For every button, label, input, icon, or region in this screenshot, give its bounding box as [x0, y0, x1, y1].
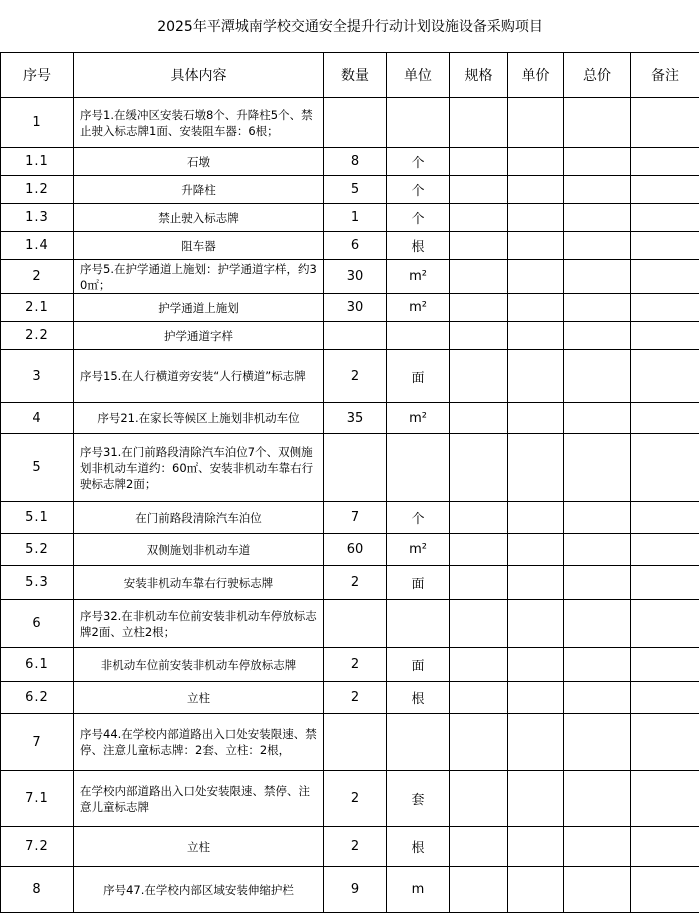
- cell-total: [564, 867, 631, 913]
- cell-seq: 1.1: [1, 148, 74, 176]
- cell-spec: [450, 98, 508, 148]
- table-row: [1, 827, 699, 867]
- cell-note: [631, 260, 699, 294]
- cell-total: [564, 682, 631, 714]
- cell-spec: [450, 294, 508, 322]
- cell-spec: [450, 867, 508, 913]
- cell-unit-price: [508, 648, 564, 682]
- cell-unit: [387, 714, 450, 771]
- cell-spec: [450, 771, 508, 827]
- table-row: [1, 176, 699, 204]
- cell-spec: [450, 648, 508, 682]
- cell-unit: 个: [387, 148, 450, 176]
- header-note: 备注: [631, 53, 699, 98]
- cell-content: 双侧施划非机动车道: [74, 534, 324, 566]
- cell-total: [564, 260, 631, 294]
- cell-total: [564, 434, 631, 502]
- table-row: [1, 502, 699, 534]
- cell-content: 护学通道字样: [74, 322, 324, 350]
- cell-note: [631, 148, 699, 176]
- cell-seq: 1.2: [1, 176, 74, 204]
- cell-qty: 30: [324, 294, 387, 322]
- cell-seq: 8: [1, 867, 74, 913]
- cell-content: 序号31.在门前路段清除汽车泊位7个、双侧施划非机动车道约：60㎡、安装非机动车靠右行驶标志牌2面；: [74, 434, 324, 502]
- cell-note: [631, 827, 699, 867]
- cell-seq: 6: [1, 600, 74, 648]
- cell-unit: 套: [387, 771, 450, 827]
- cell-spec: [450, 434, 508, 502]
- cell-content: 立柱: [74, 682, 324, 714]
- table-row: [1, 294, 699, 322]
- table-row: [1, 867, 699, 913]
- cell-unit: 根: [387, 827, 450, 867]
- cell-note: [631, 502, 699, 534]
- title-row: [1, 0, 699, 53]
- cell-seq: 5.2: [1, 534, 74, 566]
- cell-unit-price: [508, 350, 564, 403]
- cell-content: 在学校内部道路出入口处安装限速、禁停、注意儿童标志牌: [74, 771, 324, 827]
- cell-qty: 2: [324, 566, 387, 600]
- cell-seq: 6.1: [1, 648, 74, 682]
- cell-qty: 5: [324, 176, 387, 204]
- cell-content: 非机动车位前安装非机动车停放标志牌: [74, 648, 324, 682]
- cell-spec: [450, 260, 508, 294]
- cell-qty: 6: [324, 232, 387, 260]
- cell-unit: [387, 322, 450, 350]
- cell-total: [564, 204, 631, 232]
- header-seq: 序号: [1, 53, 74, 98]
- cell-unit-price: [508, 294, 564, 322]
- cell-unit: [387, 434, 450, 502]
- cell-total: [564, 294, 631, 322]
- cell-unit: m: [387, 867, 450, 913]
- cell-total: [564, 322, 631, 350]
- cell-content: 序号21.在家长等候区上施划非机动车位: [74, 403, 324, 434]
- cell-unit: m²: [387, 260, 450, 294]
- cell-unit-price: [508, 176, 564, 204]
- cell-seq: 1.4: [1, 232, 74, 260]
- cell-seq: 4: [1, 403, 74, 434]
- cell-total: [564, 566, 631, 600]
- cell-total: [564, 403, 631, 434]
- table-row: [1, 98, 699, 148]
- cell-spec: [450, 682, 508, 714]
- cell-seq: 5.3: [1, 566, 74, 600]
- header-spec: 规格: [450, 53, 508, 98]
- cell-content: 阻车器: [74, 232, 324, 260]
- cell-content: 升降柱: [74, 176, 324, 204]
- table-row: [1, 534, 699, 566]
- header-row: [1, 53, 699, 98]
- table-body: [1, 98, 699, 913]
- cell-unit: 个: [387, 502, 450, 534]
- table-row: [1, 148, 699, 176]
- cell-qty: [324, 322, 387, 350]
- cell-total: [564, 771, 631, 827]
- cell-spec: [450, 566, 508, 600]
- cell-unit-price: [508, 682, 564, 714]
- cell-note: [631, 771, 699, 827]
- table-row: [1, 403, 699, 434]
- cell-unit-price: [508, 600, 564, 648]
- cell-note: [631, 600, 699, 648]
- cell-unit-price: [508, 232, 564, 260]
- cell-spec: [450, 502, 508, 534]
- cell-unit: 面: [387, 566, 450, 600]
- cell-qty: [324, 714, 387, 771]
- cell-note: [631, 534, 699, 566]
- cell-unit-price: [508, 260, 564, 294]
- cell-note: [631, 322, 699, 350]
- cell-spec: [450, 534, 508, 566]
- cell-qty: 2: [324, 771, 387, 827]
- cell-spec: [450, 600, 508, 648]
- cell-total: [564, 176, 631, 204]
- cell-content: 石墩: [74, 148, 324, 176]
- table-row: [1, 350, 699, 403]
- header-unit-price: 单价: [508, 53, 564, 98]
- cell-note: [631, 294, 699, 322]
- table-row: [1, 682, 699, 714]
- cell-note: [631, 176, 699, 204]
- cell-unit-price: [508, 566, 564, 600]
- cell-unit-price: [508, 827, 564, 867]
- cell-unit-price: [508, 502, 564, 534]
- cell-content: 护学通道上施划: [74, 294, 324, 322]
- cell-content: 禁止驶入标志牌: [74, 204, 324, 232]
- cell-note: [631, 566, 699, 600]
- cell-note: [631, 434, 699, 502]
- cell-note: [631, 682, 699, 714]
- table-row: [1, 204, 699, 232]
- cell-seq: 7.2: [1, 827, 74, 867]
- cell-total: [564, 98, 631, 148]
- cell-spec: [450, 204, 508, 232]
- cell-unit: 面: [387, 350, 450, 403]
- cell-qty: [324, 434, 387, 502]
- cell-note: [631, 232, 699, 260]
- cell-seq: 2.1: [1, 294, 74, 322]
- cell-unit: 根: [387, 682, 450, 714]
- table-row: [1, 566, 699, 600]
- cell-unit: m²: [387, 534, 450, 566]
- cell-seq: 7.1: [1, 771, 74, 827]
- cell-note: [631, 867, 699, 913]
- cell-seq: 2: [1, 260, 74, 294]
- cell-note: [631, 350, 699, 403]
- cell-spec: [450, 148, 508, 176]
- cell-qty: 35: [324, 403, 387, 434]
- cell-total: [564, 148, 631, 176]
- cell-seq: 1: [1, 98, 74, 148]
- cell-content: 序号47.在学校内部区域安装伸缩护栏: [74, 867, 324, 913]
- cell-total: [564, 534, 631, 566]
- cell-unit-price: [508, 771, 564, 827]
- cell-content: 立柱: [74, 827, 324, 867]
- cell-unit-price: [508, 714, 564, 771]
- table-row: [1, 434, 699, 502]
- cell-unit-price: [508, 534, 564, 566]
- table-row: [1, 232, 699, 260]
- cell-seq: 6.2: [1, 682, 74, 714]
- cell-unit: m²: [387, 403, 450, 434]
- cell-qty: 60: [324, 534, 387, 566]
- cell-unit-price: [508, 204, 564, 232]
- cell-seq: 5.1: [1, 502, 74, 534]
- cell-qty: 7: [324, 502, 387, 534]
- header-content: 具体内容: [74, 53, 324, 98]
- header-total: 总价: [564, 53, 631, 98]
- cell-seq: 1.3: [1, 204, 74, 232]
- cell-qty: 30: [324, 260, 387, 294]
- cell-content: 序号5.在护学通道上施划：护学通道字样，约30㎡；: [74, 260, 324, 294]
- cell-qty: 2: [324, 682, 387, 714]
- cell-unit-price: [508, 867, 564, 913]
- cell-spec: [450, 322, 508, 350]
- cell-spec: [450, 714, 508, 771]
- cell-unit: [387, 98, 450, 148]
- cell-note: [631, 98, 699, 148]
- cell-note: [631, 204, 699, 232]
- cell-unit-price: [508, 322, 564, 350]
- cell-unit: 面: [387, 648, 450, 682]
- cell-qty: 1: [324, 204, 387, 232]
- cell-unit-price: [508, 148, 564, 176]
- cell-seq: 2.2: [1, 322, 74, 350]
- cell-qty: 8: [324, 148, 387, 176]
- cell-total: [564, 714, 631, 771]
- cell-unit-price: [508, 434, 564, 502]
- cell-total: [564, 232, 631, 260]
- table-title: 2025年平潭城南学校交通安全提升行动计划设施设备采购项目: [1, 0, 699, 53]
- cell-unit: 根: [387, 232, 450, 260]
- cell-qty: [324, 98, 387, 148]
- cell-spec: [450, 827, 508, 867]
- cell-content: 在门前路段清除汽车泊位: [74, 502, 324, 534]
- table-row: [1, 260, 699, 294]
- cell-total: [564, 502, 631, 534]
- cell-content: 序号1.在缓冲区安装石墩8个、升降柱5个、禁止驶入标志牌1面、安装阻车器：6根；: [74, 98, 324, 148]
- cell-note: [631, 714, 699, 771]
- table-row: [1, 600, 699, 648]
- cell-qty: 2: [324, 350, 387, 403]
- table-row: [1, 322, 699, 350]
- cell-spec: [450, 350, 508, 403]
- cell-note: [631, 648, 699, 682]
- table-row: [1, 714, 699, 771]
- cell-unit: [387, 600, 450, 648]
- cell-qty: 2: [324, 648, 387, 682]
- cell-content: 序号32.在非机动车位前安装非机动车停放标志牌2面、立柱2根；: [74, 600, 324, 648]
- header-qty: 数量: [324, 53, 387, 98]
- table-row: [1, 771, 699, 827]
- cell-spec: [450, 176, 508, 204]
- cell-content: 序号15.在人行横道旁安装“人行横道”标志牌: [74, 350, 324, 403]
- table-row: [1, 648, 699, 682]
- cell-seq: 5: [1, 434, 74, 502]
- cell-content: 序号44.在学校内部道路出入口处安装限速、禁停、注意儿童标志牌：2套、立柱：2根，: [74, 714, 324, 771]
- cell-total: [564, 600, 631, 648]
- cell-note: [631, 403, 699, 434]
- cell-unit: 个: [387, 176, 450, 204]
- cell-total: [564, 648, 631, 682]
- cell-unit-price: [508, 403, 564, 434]
- cell-spec: [450, 403, 508, 434]
- cell-qty: 2: [324, 827, 387, 867]
- cell-unit-price: [508, 98, 564, 148]
- cell-qty: 9: [324, 867, 387, 913]
- cell-unit: 个: [387, 204, 450, 232]
- header-unit: 单位: [387, 53, 450, 98]
- cell-qty: [324, 600, 387, 648]
- cell-content: 安装非机动车靠右行驶标志牌: [74, 566, 324, 600]
- cell-spec: [450, 232, 508, 260]
- cell-unit: m²: [387, 294, 450, 322]
- cell-seq: 7: [1, 714, 74, 771]
- cell-total: [564, 827, 631, 867]
- cell-seq: 3: [1, 350, 74, 403]
- cell-total: [564, 350, 631, 403]
